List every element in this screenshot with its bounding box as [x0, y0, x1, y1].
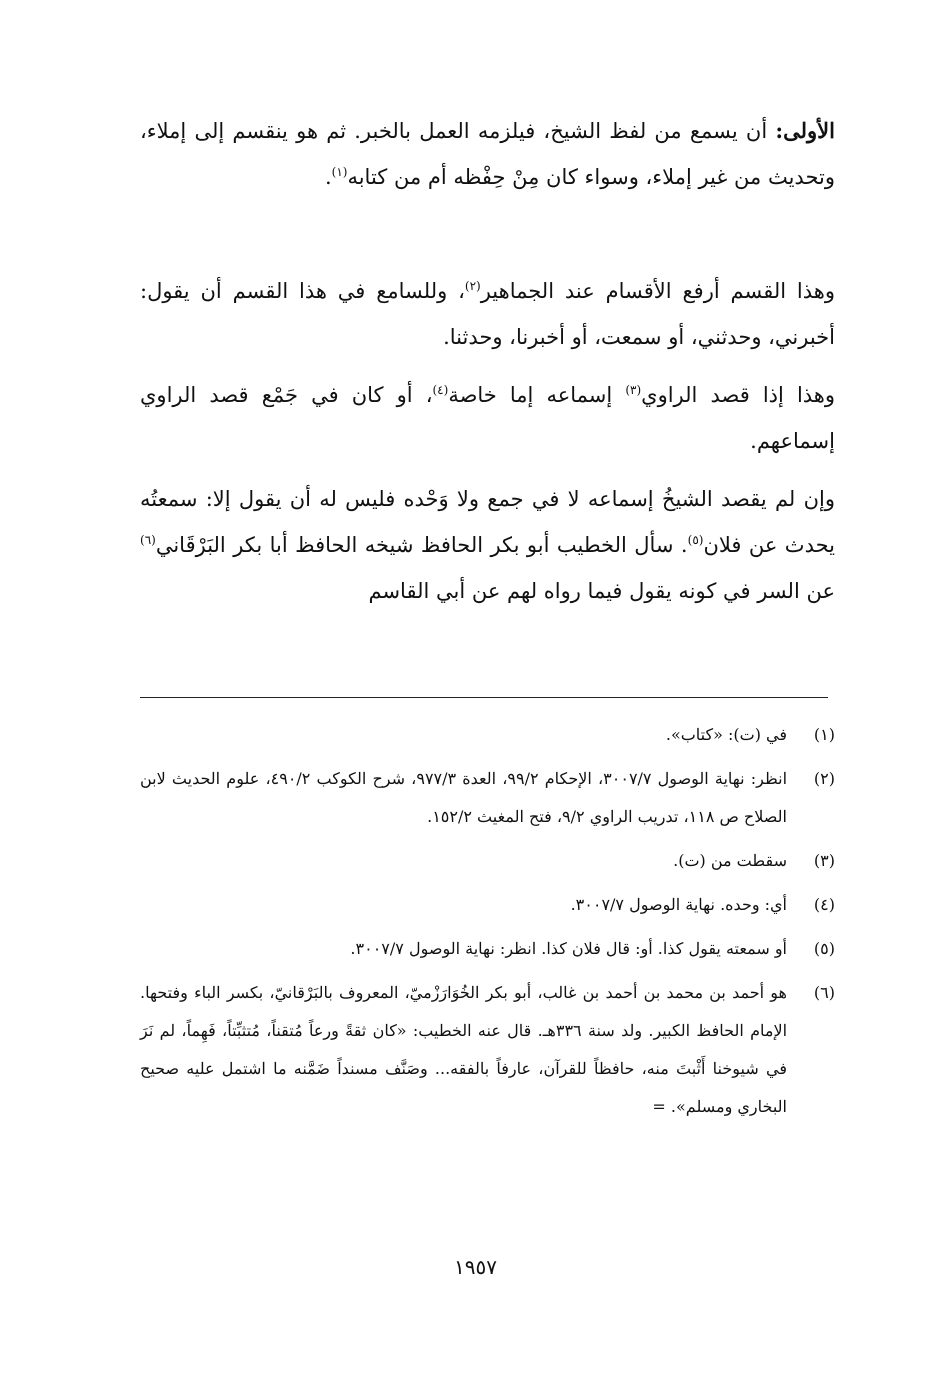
footnote-text: أي: وحده. نهاية الوصول ٣٠٠٧/٧.	[570, 895, 787, 914]
footnote-ref-1[interactable]: (١)	[331, 165, 348, 179]
footnote-number: (٣)	[813, 851, 835, 870]
page-number: ١٩٥٧	[454, 1255, 497, 1279]
footnote-number: (٤)	[813, 895, 835, 914]
footnotes	[140, 716, 835, 1132]
paragraph-4-text: وإن لم يقصد الشيخُ إسماعه لا في جمع ولا وَحْده فليس له أن يقول إلا: سمعتُه يحدث عن فلان	[140, 487, 835, 557]
paragraph-3-end: ، أو كان في جَمْع قصد الراوي إسماعهم.	[140, 383, 835, 453]
footnote-ref-4[interactable]: (٤)	[432, 383, 449, 397]
footnote-number: (٢)	[813, 769, 835, 788]
paragraph-4-end: عن السر في كونه يقول فيما رواه لهم عن أبي القاسم	[368, 579, 835, 603]
footnote-2	[140, 760, 835, 836]
paragraph-3-text: وهذا إذا قصد الراوي	[641, 383, 836, 407]
paragraph-3	[140, 372, 835, 464]
footnote-ref-3[interactable]: (٣)	[625, 383, 642, 397]
paragraph-3-middle: إسماعه إما خاصة	[448, 383, 626, 407]
paragraph-2-end: ، وللسامع في هذا القسم أن يقول: أخبرني، وحدثني، أو سمعت، أو أخبرنا، وحدثنا.	[140, 279, 835, 349]
paragraph-4	[140, 476, 835, 614]
footnote-text: انظر: نهاية الوصول ٣٠٠٧/٧، الإحكام ٩٩/٢، العدة ٩٧٧/٣، شرح الكوكب ٤٩٠/٢، علوم الحديث لابن الصلاح ص ١١٨، تدريب الراوي ٩/٢، فتح المغيث ١٥٢/٢.	[140, 769, 788, 826]
paragraph-1	[140, 108, 835, 200]
footnote-text: هو أحمد بن محمد بن أحمد بن غالب، أبو بكر الخُوَارَزْميّ، المعروف بالبَرْقانيّ، بكسر الباء وفتحها. الإمام الحافظ الكبير. ولد سنة ٣٣٦هـ. قال عنه الخطيب: «كان ثقةً ورعاً مُتقناً، مُتثبِّتاً، فَهِماً، لم نَرَ في شيوخنا أَثْبتَ منه، حافظاً للقرآن، عارفاً بالفقه... وصَنَّف مسنداً ضَمَّنه ما اشتمل عليه صحيح البخاري ومسلم». =	[140, 983, 788, 1116]
footnote-number: (٦)	[813, 983, 835, 1002]
footnote-ref-2[interactable]: (٢)	[464, 279, 481, 293]
footnote-divider	[140, 697, 828, 698]
paragraph-1-lead: الأولى:	[775, 118, 835, 143]
footnote-3	[140, 842, 835, 880]
paragraph-2-text: وهذا القسم أرفع الأقسام عند الجماهير	[480, 279, 836, 303]
footnote-number: (١)	[813, 725, 835, 744]
footnote-text: سقطت من (ت).	[673, 851, 787, 870]
footnote-1	[140, 716, 835, 754]
footnote-text: أو سمعته يقول كذا. أو: قال فلان كذا. انظر: نهاية الوصول ٣٠٠٧/٧.	[350, 939, 787, 958]
footnote-5	[140, 930, 835, 968]
footnote-ref-5[interactable]: (٥)	[687, 533, 704, 547]
footnote-text: في (ت): «كتاب».	[665, 725, 787, 744]
footnote-ref-6[interactable]: (٦)	[140, 533, 156, 547]
paragraph-1-text: أن يسمع من لفظ الشيخ، فيلزمه العمل بالخبر. ثم هو ينقسم إلى إملاء، وتحديث من غير إملاء، وسواء كان مِنْ حِفْظه أم من كتابه	[140, 119, 835, 189]
paragraph-4-middle: . سأل الخطيب أبو بكر الحافظ شيخه الحافظ أبا بكر البَرْقَاني	[155, 533, 688, 557]
main-text	[140, 108, 835, 614]
paragraph-2	[140, 268, 835, 360]
paragraph-1-end: .	[324, 165, 332, 189]
footnote-4	[140, 886, 835, 924]
footnote-number: (٥)	[813, 939, 835, 958]
footnote-6	[140, 974, 835, 1126]
